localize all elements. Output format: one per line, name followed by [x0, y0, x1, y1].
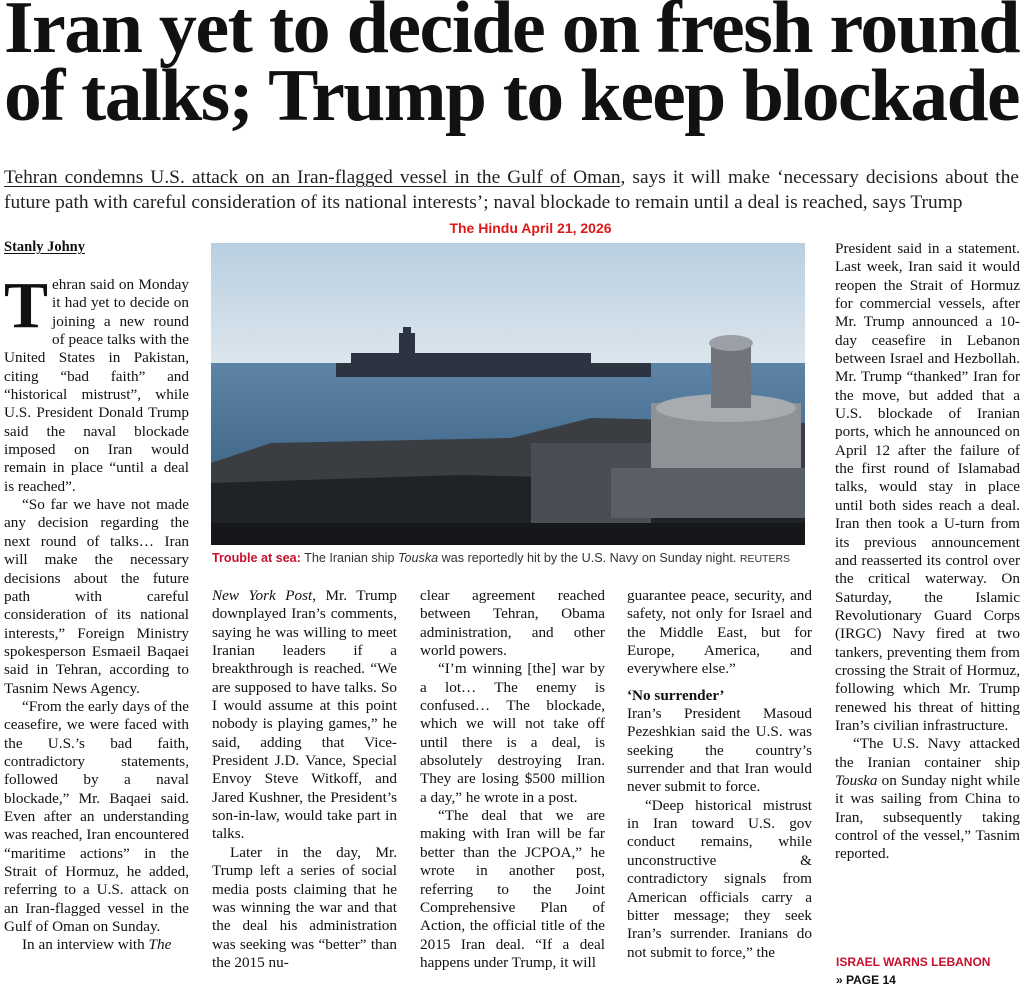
paragraph-text: , Mr. Trump downplayed Iran’s comments, saying he was willing to meet Iranian leaders if a breakthrough is reached. “We are supposed to have talks. So I would assume at this point nobody is playing games,” he said, adding that Vice-President J.D. Vance, Special Envoy Steve Witkoff, and Jared Kushner, the President’s son-in-law, would take part in talks. [212, 587, 397, 843]
page-reference[interactable]: » PAGE 14 [836, 973, 896, 987]
article-paragraph [4, 936, 189, 954]
paragraph-text: ‘No surrender’ [627, 686, 725, 704]
byline[interactable]: Stanly Johny [4, 239, 85, 255]
article-column-3 [420, 587, 605, 990]
headline-line-2: of talks; Trump to keep blockade [4, 55, 1019, 137]
article-paragraph [212, 587, 397, 844]
caption-label: Trouble at sea: [212, 551, 301, 565]
article-paragraph [627, 797, 812, 962]
photo-credit: REUTERS [739, 553, 791, 565]
paragraph-text: “Deep historical mistrust in Iran toward U.S. gov conduct remains, while unconstructive & contradictory signals from American officials carry a bitter message; they seek Iran’s surrender. Iranians do not submit to force,” the [627, 796, 812, 961]
paragraph-text: In an interview with [22, 936, 149, 954]
paragraph-text: President said in a statement. Last week, Iran said it would reopen the Strait of Hormuz for commercial vessels, after Mr. Trump announced a 10-day ceasefire in Lebanon between Israel and Hezbollah. Mr. Trump “thanked” Iran for the move, but added that a U.S. blockade of Iranian ports, which he announced on April 12 after the failure of the first round of Islamabad talks, would stay in place until both sides reach a deal. Iran then took a U-turn from its previous announcement and reasserted its control over the critical waterway. On Saturday, the Islamic Revolutionary Guard Corps (IRGC) Navy fired at two tankers, preventing them from crossing the Strait of Hormuz, following which Mr. Trump renewed his threat of hitting Iran’s civilian infrastructure. [835, 240, 1020, 734]
article-paragraph [212, 844, 397, 972]
article-column-4 [627, 587, 812, 990]
article-paragraph [4, 276, 189, 496]
paragraph-text: Iran’s President Masoud Pezeshkian said the U.S. was seeking the country’s surrender and that Iran would never submit to force. [627, 705, 812, 796]
italic-text: Touska [835, 771, 878, 789]
article-paragraph [420, 587, 605, 660]
caption-ship-name: Touska [397, 551, 439, 565]
news-photo [211, 243, 805, 545]
subheadline [4, 165, 1019, 215]
italic-text: The [148, 936, 172, 954]
headline [4, 0, 1019, 137]
paragraph-text: “The deal that we are making with Iran will be far better than the JCPOA,” he wrote in another post, referring to the Joint Comprehensive Plan of Action, the official title of the 2015 Iran deal. “If a deal happens under Trump, it will [420, 807, 605, 971]
article-paragraph [627, 705, 812, 797]
paragraph-text: guarantee peace, security, and safety, not only for Israel and the Middle East, but for Europe, America, and everywhere else.” [627, 587, 812, 678]
section-subheading [627, 687, 812, 705]
article-column-2 [212, 587, 397, 990]
related-story-link[interactable]: ISRAEL WARNS LEBANON [836, 955, 991, 969]
article-column-1 [4, 276, 189, 990]
article-paragraph [420, 807, 605, 972]
paragraph-text: “The U.S. Navy attacked the Iranian container ship [835, 735, 1020, 771]
caption-text: The Iranian ship [300, 551, 398, 565]
article-paragraph [4, 496, 189, 698]
photo-caption [212, 551, 812, 565]
drop-cap: T [4, 276, 49, 342]
headline-line-1: Iran yet to decide on fresh round [4, 0, 1019, 69]
paragraph-text: “I’m winning [the] war by a lot… The enemy is confused… The blockade, which we will not take off until there is a deal, is absolutely destroying Iran. They are losing $500 million a day,” he wrote in a post. [420, 660, 605, 806]
paragraph-text: Later in the day, Mr. Trump left a series of social media posts claiming that he was winning the war and that the deal his administration was seeking was “better” than the 2015 nu- [212, 843, 397, 971]
subhead-underlined: Tehran condemns U.S. attack on an Iran-flagged vessel in the Gulf of Oman [4, 167, 621, 188]
paragraph-text: on Sunday night while it was sailing from China to Iran, subsequently taking control of the vessel,” Tasnim reported. [835, 771, 1020, 863]
caption-text-end: was reportedly hit by the U.S. Navy on Sunday night. [438, 551, 740, 565]
paragraph-text: “So far we have not made any decision regarding the next round of talks… Iran will make the necessary decisions about the future path with careful consideration of its national interests,” Foreign Ministry spokesperson Esmaeil Baqaei said in Tehran, according to Tasnim News Agency. [4, 496, 189, 697]
subhead-rest: , says it will make ‘necessary decisions about the future path with careful consideration of its national interests’; naval blockade to remain until a deal is reached, says Trump [4, 167, 1019, 213]
container-ship-photo [211, 243, 805, 545]
article-paragraph [4, 698, 189, 936]
italic-text: New York Post [212, 587, 313, 604]
article-paragraph [835, 240, 1020, 735]
paragraph-text: clear agreement reached between Tehran, Obama administration, and other world powers. [420, 587, 605, 660]
article-paragraph [835, 735, 1020, 863]
article-paragraph [627, 587, 812, 679]
dateline: The Hindu April 21, 2026 [449, 220, 612, 236]
paragraph-text: “From the early days of the ceasefire, we were faced with the U.S.’s bad faith, contradictory statements, followed by a naval blockade,” Mr. Baqaei said. Even after an understanding was reached, Iran encountered “maritime actions” in the Strait of Hormuz, he added, referring to a U.S. attack on an Iran-flagged vessel in the Gulf of Oman on Sunday. [4, 697, 189, 936]
paragraph-text: ehran said on Monday it had yet to decide on joining a new round of peace talks with the United States in Pakistan, citing “bad faith” and “historical mistrust”, while U.S. President Donald Trump said the naval blockade imposed on Iran would remain in place “until a deal is reached”. [4, 276, 189, 495]
article-paragraph [420, 660, 605, 807]
article-column-5 [835, 240, 1020, 940]
